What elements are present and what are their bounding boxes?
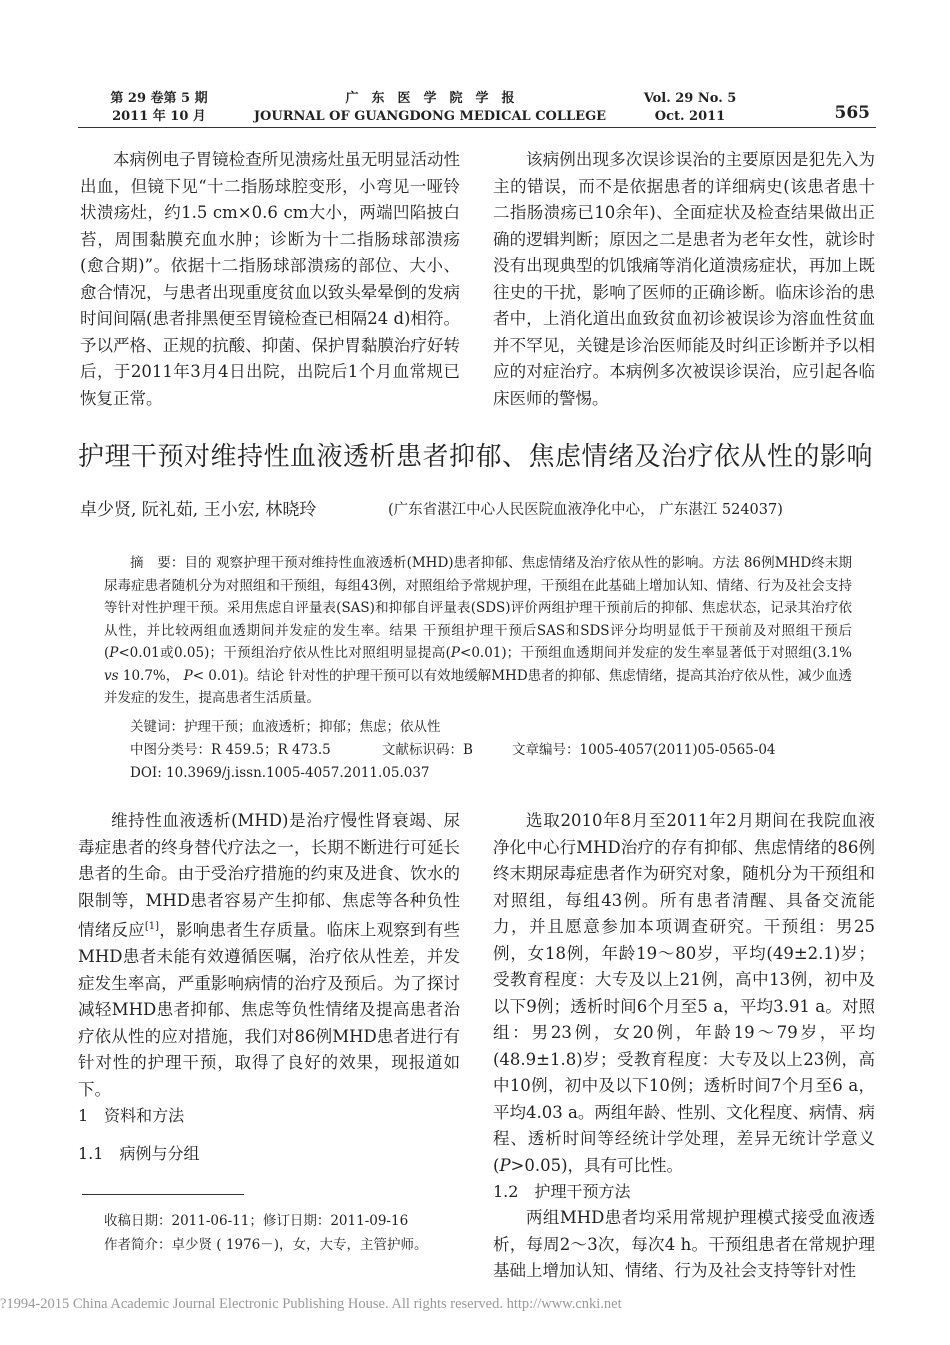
abstract-vs: vs — [104, 667, 119, 684]
intro-text-b: ，影响患者生存质量。临床上观察到有些MHD患者未能有效遵循医嘱，治疗依从性差，并发症发生率高，严重影响病情的治疗及预后。为了探讨减轻MHD患者抑郁、焦虑等负性情绪及提高患者治疗依从性的应对措施，我们对86例MHD患者进行有针对性的护理干预，取得了良好的效果，现报道如下。 — [78, 920, 461, 1099]
footnote-author-bio: 作者简介：卓少贤 ( 1976－)，女，大专，主管护师。 — [104, 1237, 428, 1253]
page-number: 565 — [834, 103, 870, 123]
subjects-paragraph — [493, 808, 875, 1179]
subjects-text-b: >0.05)，具有可比性。 — [510, 1155, 684, 1175]
abstract-text-3: <0.01)；干预组血透期间并发症的发生率显著低于对照组(3.1% — [460, 645, 852, 661]
article-no-label: 文章编号： — [512, 742, 580, 758]
body-right-column — [493, 808, 875, 1285]
header-journal-cn: 广 东 医 学 院 学 报 — [345, 91, 515, 106]
prev-article-right — [493, 147, 875, 412]
article-no: 1005-4057(2011)05-0565-04 — [579, 742, 776, 758]
prev-article-left-paragraph: 本病例电子胃镜检查所见溃疡灶虽无明显活动性出血，但镜下见“十二指肠球腔变形，小弯见一哑铃状溃疡灶，约1.5 cm×0.6 cm大小，两端凹陷披白苔，周围黏膜充血水肿；诊断为十二指肠球部溃疡(愈合期)”。依据十二指肠球部溃疡的部位、大小、愈合情况，与患者出现重度贫血以致头晕晕倒的发病时间间隔(患者排黑便至胃镜检查已相隔24 d)相符。予以严格、正规的抗酸、抑菌、保护胃黏膜治疗好转后，于2011年3月4日出院，出院后1个月血常规已恢复正常。 — [80, 150, 460, 408]
header-volume-cn: 第 29 卷第 5 期 — [110, 91, 208, 106]
abstract-p-3: P — [183, 667, 193, 684]
article-affiliation: (广东省湛江中心人民医院血液净化中心， 广东湛江 524037) — [388, 502, 783, 518]
clc-label: 中图分类号： — [130, 742, 211, 758]
section-heading-1-2: 1.2 护理干预方法 — [493, 1182, 631, 1201]
keywords: 护理干预；血液透析；抑郁；焦虑；依从性 — [184, 719, 441, 735]
footnote-rule — [82, 1194, 244, 1195]
header-left — [104, 90, 214, 126]
section-heading-1-1: 1.1 病例与分组 — [78, 1144, 200, 1163]
prev-article-left — [80, 147, 460, 412]
intervention-paragraph: 两组MHD患者均采用常规护理模式接受血液透析，每周2～3次，每次4 h。干预组患者在常规护理基础上增加认知、情绪、行为及社会支持等针对性 — [493, 1208, 875, 1280]
prev-article-right-paragraph: 该病例出现多次误诊误治的主要原因是犯先入为主的错误，而不是依据患者的详细病史(该患者患十二指肠溃疡已10余年)、全面症状及检查结果做出正确的逻辑判断；原因之二是患者为老年女性，就诊时没有出现典型的饥饿痛等消化道溃疡症状，再加上既往史的干扰，影响了医师的正确诊断。临床诊治的患者中，上消化道出血致贫血初诊被误诊为溶血性贫血并不罕见，关键是诊治医师能及时纠正诊断并予以相应的对症治疗。本病例多次被误诊误治，应引起各临床医师的警惕。 — [493, 150, 875, 408]
intro-paragraph — [78, 808, 460, 1103]
article-authors: 卓少贤, 阮礼茹, 王小宏, 林晓玲 — [80, 500, 317, 520]
header-rule — [78, 127, 876, 128]
footnote-received: 收稿日期：2011-06-11；修订日期：2011-09-16 — [104, 1213, 409, 1229]
clc-number: R 459.5；R 473.5 — [211, 742, 331, 758]
intro-text-a: 维持性血液透析(MHD)是治疗慢性肾衰竭、尿毒症患者的终身替代疗法之一，长期不断进行可延长患者的生命。由于受治疗措施的约束及进食、饮水的限制等，MHD患者容易产生抑郁、焦虑等各种负性情绪反应 — [78, 811, 460, 940]
subjects-text-a: 选取2010年8月至2011年2月期间在我院血液净化中心行MHD治疗的存有抑郁、焦虑情绪的86例终末期尿毒症患者作为研究对象，随机分为干预组和对照组，每组43例。所有患者清醒、具备交流能力，并且愿意参加本项调查研究。干预组：男25例，女18例，年龄19～80岁，平均(49±2.1)岁；受教育程度：大专及以上21例，高中13例，初中及以下9例；透析时间6个月至5 a，平均3.91 a。对照组：男23例，女20例，年龄19～79岁，平均(48.9±1.8)岁；受教育程度：大专及以上23例，高中10例，初中及以下10例；透析时间7个月至6 a，平均4.03 a。两组年龄、性别、文化程度、病情、病程、透析时间等经统计学处理，差异无统计学意义( — [493, 811, 875, 1175]
section-heading-1: 1 资料和方法 — [78, 1106, 185, 1125]
abstract-label: 摘 要： — [130, 555, 185, 571]
abstract-p-1: P — [109, 645, 119, 661]
clc-line — [130, 739, 380, 762]
doc-code-label: 文献标识码： — [382, 742, 463, 758]
header-volume-en: Vol. 29 No. 5 — [643, 91, 737, 106]
abstract-text-1: 目的 观察护理干预对维持性血液透析(MHD)患者抑郁、焦虑情绪及治疗依从性的影响。方法 86例MHD终末期尿毒症患者随机分为对照组和干预组，每组43例，对照组给予常规护理，干预组在此基础上增加认知、情绪、行为及社会支持等针对性护理干预。采用焦虑自评量表(SAS)和抑郁自评量表(SDS)评价两组护理干预前后的抑郁、焦虑状态，记录其治疗依从性，并比较两组血透期间并发症的发生率。结果 干预组护理干预后SAS和SDS评分均明显低于干预前及对照组干预后( — [104, 555, 852, 661]
article-title: 护理干预对维持性血液透析患者抑郁、焦虑情绪及治疗依从性的影响 — [78, 442, 874, 472]
copyright-watermark: ?1994-2015 China Academic Journal Electronic Publishing House. All rights reserved. http://www.cnki.net — [0, 1296, 622, 1312]
keywords-line — [130, 716, 850, 739]
abstract-text-5: < 0.01)。结论 针对性的护理干预可以有效地缓解MHD患者的抑郁、焦虑情绪，提高其治疗依从性，减少血透并发症的发生，提高患者生活质量。 — [104, 667, 852, 706]
doc-code: B — [463, 742, 473, 758]
abstract-p-2: P — [450, 645, 461, 661]
abstract-text-4: 10.7%， — [118, 667, 184, 684]
header-date-en: Oct. 2011 — [654, 109, 726, 124]
abstract — [104, 552, 852, 710]
header-journal-en: JOURNAL OF GUANGDONG MEDICAL COLLEGE — [253, 109, 607, 124]
header-center — [250, 90, 610, 126]
header-right — [640, 90, 740, 126]
intro-reference: [1] — [144, 921, 160, 932]
subjects-p: P — [499, 1155, 511, 1175]
keywords-label: 关键词： — [130, 719, 184, 735]
body-left-column — [78, 808, 460, 1103]
abstract-text-2: <0.01或0.05)；干预组治疗依从性比对照组明显提高( — [118, 645, 451, 661]
doc-code-line — [382, 739, 512, 762]
header-date-cn: 2011 年 10 月 — [112, 109, 206, 124]
article-no-line — [512, 739, 852, 762]
doi: DOI: 10.3969/j.issn.1005-4057.2011.05.037 — [130, 765, 430, 781]
